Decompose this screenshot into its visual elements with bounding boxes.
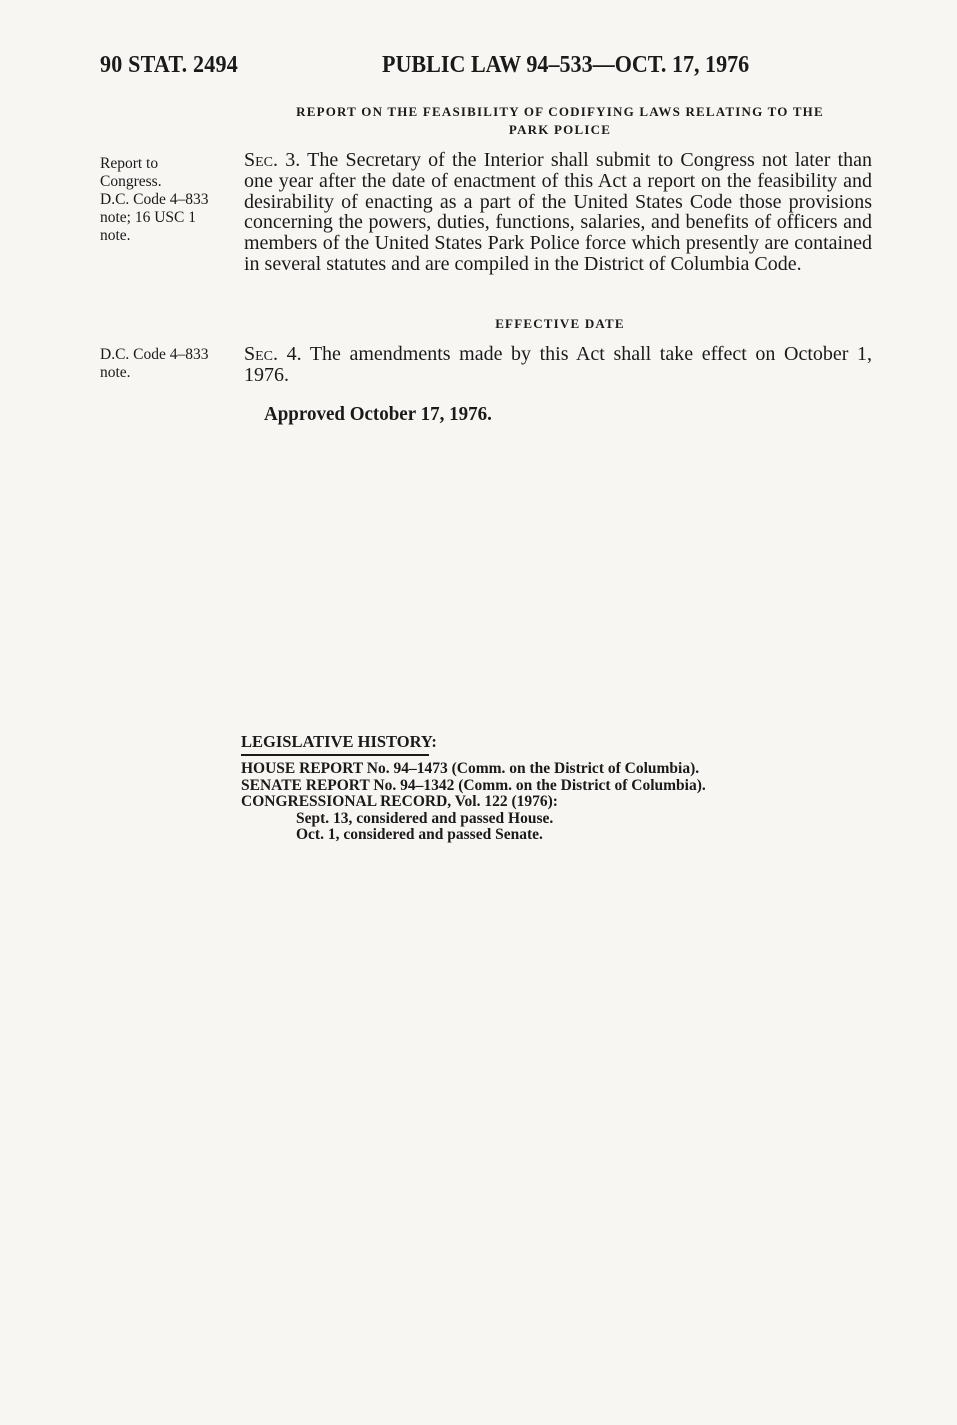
margin-note-line: Report to — [100, 155, 159, 172]
approval-date: Approved October 17, 1976. — [264, 403, 492, 425]
section-3-label: Sec. 3. — [244, 149, 301, 171]
section-3-heading-line-2: PARK POLICE — [508, 122, 612, 137]
legislative-history-subline: Sept. 13, considered and passed House. — [296, 809, 554, 827]
margin-note-line: note; 16 USC 1 — [100, 209, 197, 226]
section-3-body — [244, 150, 872, 275]
section-3-heading-line-1: REPORT ON THE FEASIBILITY OF CODIFYING LAWS RELATING TO THE — [296, 104, 824, 119]
margin-note-line: D.C. Code 4–833 — [100, 346, 209, 363]
legislative-history-heading: LEGISLATIVE HISTORY: — [241, 732, 437, 751]
margin-note-line: note. — [100, 364, 131, 381]
margin-note-line: note. — [100, 227, 131, 244]
section-4-margin-note — [100, 346, 230, 382]
legislative-history-line: HOUSE REPORT No. 94–1473 (Comm. on the District of Columbia). — [241, 760, 700, 777]
section-4-label: Sec. 4. — [244, 343, 302, 365]
section-4-heading: EFFECTIVE DATE — [495, 316, 625, 331]
legislative-history-line: CONGRESSIONAL RECORD, Vol. 122 (1976): — [241, 793, 558, 810]
section-3-margin-note — [100, 155, 230, 245]
page-stat-number: 90 STAT. 2494 — [100, 52, 238, 78]
page-law-title: PUBLIC LAW 94–533—OCT. 17, 1976 — [382, 52, 750, 78]
legislative-history-line: SENATE REPORT No. 94–1342 (Comm. on the District of Columbia). — [241, 776, 706, 794]
margin-note-line: Congress. — [100, 173, 162, 190]
legislative-history-underline — [241, 754, 429, 756]
section-3-text: The Secretary of the Interior shall submit to Congress not later than one year after the date of enactment of this Act a report on the feasibility and desirability of enacting as a part of the United States Code those provisions concerning the powers, duties, functions, salaries, and benefits of officers and members of the United States Park Police force which presently are contained in several statutes and are compiled in the District of Columbia Code. — [244, 149, 873, 275]
section-4-body — [244, 344, 872, 386]
section-3-heading — [250, 103, 870, 139]
legislative-history-subline: Oct. 1, considered and passed Senate. — [296, 826, 543, 843]
section-4-text: The amendments made by this Act shall take effect on October 1, 1976. — [244, 343, 872, 386]
margin-note-line: D.C. Code 4–833 — [100, 191, 209, 208]
legislative-history — [241, 733, 881, 844]
